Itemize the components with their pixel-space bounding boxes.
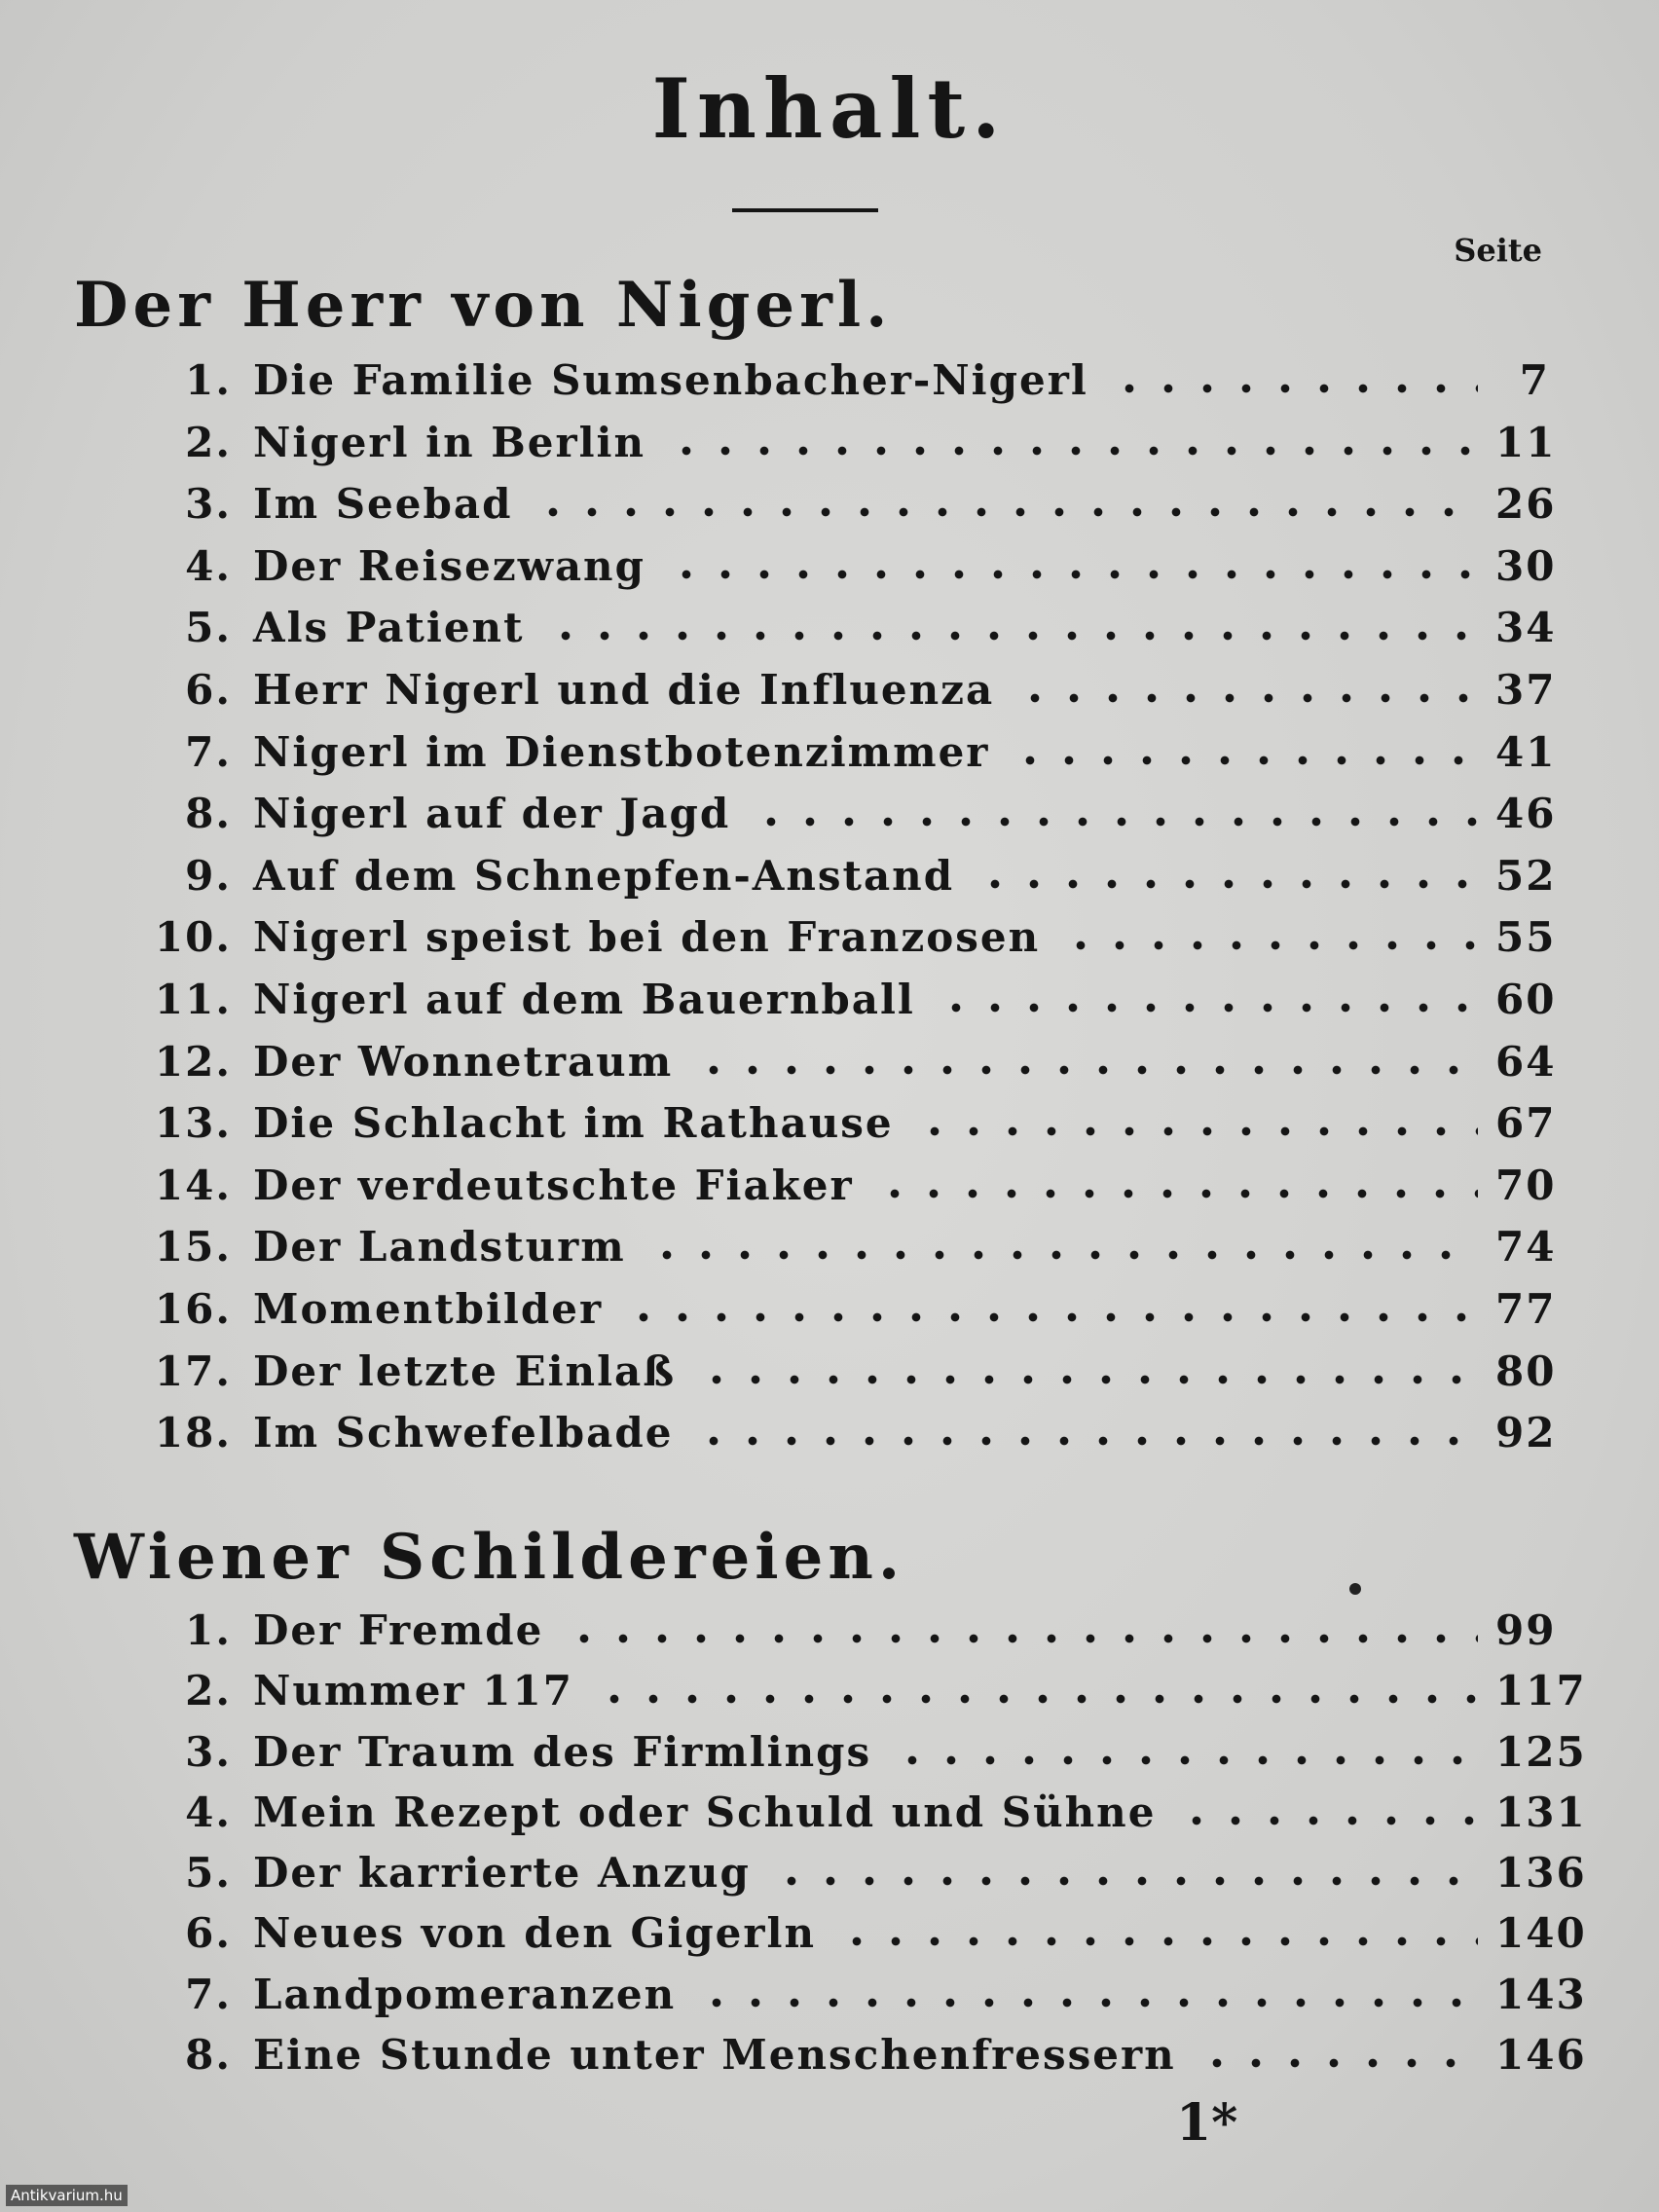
entry-number: 8. [185, 2031, 232, 2080]
entry-page-number: 52 [1495, 851, 1557, 900]
entry-number: 8. [185, 790, 232, 838]
toc-entry [146, 851, 1557, 914]
section-heading-wiener-schildereien: Wiener Schildereien. [74, 1521, 905, 1594]
toc-entry [146, 1284, 1557, 1347]
toc-entry [146, 1223, 1557, 1285]
watermark-label: Antikvarium.hu [6, 2185, 128, 2206]
entry-title: Nigerl im Dienstbotenzimmer [253, 727, 990, 776]
entry-page-number: 77 [1495, 1284, 1557, 1333]
toc-entry [146, 541, 1557, 605]
entry-title: Neues von den Gigerln [253, 1909, 816, 1958]
entry-page-number: 125 [1495, 1727, 1587, 1776]
entry-page-number: 11 [1495, 418, 1557, 466]
entry-page-number: 99 [1495, 1606, 1557, 1654]
entry-title: Nigerl speist bei den Franzosen [253, 913, 1041, 962]
entry-number: 3. [185, 480, 232, 529]
entry-title: Der Traum des Firmlings [253, 1727, 872, 1776]
dot-leader [976, 878, 1478, 890]
dot-leader [837, 1936, 1478, 1947]
dot-leader [772, 1875, 1478, 1887]
dot-leader [875, 1188, 1478, 1199]
entry-title: Nigerl auf dem Bauernball [253, 975, 915, 1023]
section-heading-herr-von-nigerl: Der Herr von Nigerl. [74, 269, 893, 342]
entry-number: 11. [154, 975, 232, 1023]
entry-number: 12. [154, 1037, 232, 1086]
entry-page-number: 70 [1495, 1161, 1557, 1209]
entry-page-number: 117 [1495, 1667, 1587, 1715]
entry-title: Die Schlacht im Rathause [253, 1099, 894, 1148]
entry-number: 1. [185, 356, 232, 404]
dot-leader [667, 569, 1478, 580]
dot-leader [546, 630, 1479, 642]
entry-number: 16. [154, 1284, 232, 1333]
entry-title: Im Seebad [253, 480, 513, 529]
toc-entry [146, 418, 1557, 481]
entry-number: 5. [185, 1849, 232, 1898]
dot-leader [1198, 2057, 1478, 2069]
entry-page-number: 30 [1495, 541, 1557, 590]
toc-entry [146, 1606, 1557, 1667]
entry-title: Nigerl in Berlin [253, 418, 646, 466]
entry-page-number: 136 [1495, 1849, 1587, 1898]
dot-leader [697, 1997, 1478, 2009]
entry-number: 1. [185, 1606, 232, 1654]
entry-title: Eine Stunde unter Menschenfressern [253, 2031, 1176, 2080]
dot-leader [937, 1002, 1478, 1014]
dot-leader [667, 445, 1478, 457]
entry-page-number: 26 [1495, 480, 1557, 529]
toc-entry [146, 665, 1557, 728]
toc-list-wiener-schildereien [146, 1606, 1587, 2091]
entry-page-number: 60 [1495, 975, 1557, 1023]
entry-page-number: 146 [1495, 2031, 1587, 2080]
entry-title: Der karrierte Anzug [253, 1849, 751, 1898]
toc-entry [146, 1161, 1557, 1224]
entry-title: Der letzte Einlaß [253, 1346, 677, 1395]
entry-title: Der Reisezwang [253, 541, 645, 590]
toc-entry [146, 480, 1557, 542]
entry-page-number: 46 [1495, 790, 1557, 838]
dot-leader [893, 1754, 1478, 1766]
dot-leader [1110, 383, 1478, 394]
toc-entry [146, 356, 1550, 419]
toc-entry [146, 975, 1557, 1038]
entry-number: 6. [185, 665, 232, 714]
entry-title: Herr Nigerl und die Influenza [253, 665, 995, 714]
entry-page-number: 7 [1519, 356, 1550, 404]
entry-title: Mein Rezept oder Schuld und Sühne [253, 1788, 1157, 1836]
entry-page-number: 64 [1495, 1037, 1557, 1086]
entry-number: 9. [185, 851, 232, 900]
toc-entry [146, 1346, 1557, 1410]
dot-leader [647, 1249, 1478, 1261]
entry-number: 6. [185, 1909, 232, 1958]
toc-entry [146, 1970, 1587, 2031]
dot-leader [595, 1693, 1478, 1705]
entry-number: 4. [185, 541, 232, 590]
printer-signature-mark: 1* [1176, 2093, 1238, 2153]
toc-entry [146, 1667, 1587, 1727]
dot-leader [624, 1311, 1478, 1323]
dot-leader [1015, 692, 1478, 704]
entry-page-number: 37 [1495, 665, 1557, 714]
dot-leader [565, 1633, 1478, 1644]
toc-entry [146, 1037, 1557, 1100]
entry-title: Als Patient [253, 604, 525, 652]
dot-leader [694, 1064, 1478, 1076]
entry-page-number: 67 [1495, 1099, 1557, 1148]
entry-title: Nummer 117 [253, 1667, 573, 1715]
toc-entry [146, 727, 1557, 791]
entry-page-number: 140 [1495, 1909, 1587, 1958]
entry-page-number: 131 [1495, 1788, 1587, 1836]
toc-entry [146, 1909, 1587, 1970]
page-column-header: Seite [1454, 232, 1542, 269]
entry-number: 13. [154, 1099, 232, 1148]
entry-number: 17. [154, 1346, 232, 1395]
toc-entry [146, 913, 1557, 976]
dot-leader [534, 506, 1478, 518]
ink-speck [1349, 1583, 1361, 1595]
entry-title: Der Wonnetraum [253, 1037, 674, 1086]
entry-title: Der Fremde [253, 1606, 544, 1654]
entry-page-number: 34 [1495, 604, 1557, 652]
dot-leader [1061, 940, 1478, 951]
toc-entry [146, 1727, 1587, 1788]
entry-page-number: 74 [1495, 1223, 1557, 1272]
dot-leader [1177, 1815, 1478, 1826]
entry-number: 2. [185, 418, 232, 466]
dot-leader [694, 1435, 1478, 1447]
entry-title: Landpomeranzen [253, 1970, 677, 2018]
entry-page-number: 92 [1495, 1409, 1557, 1457]
dot-leader [915, 1125, 1478, 1137]
entry-title: Im Schwefelbade [253, 1409, 674, 1457]
entry-title: Nigerl auf der Jagd [253, 790, 731, 838]
toc-entry [146, 1788, 1587, 1849]
entry-number: 7. [185, 1970, 232, 2018]
entry-number: 4. [185, 1788, 232, 1836]
toc-entry [146, 604, 1557, 666]
entry-page-number: 55 [1495, 913, 1557, 962]
dot-leader [1011, 755, 1478, 766]
dot-leader [752, 816, 1478, 828]
entry-number: 7. [185, 727, 232, 776]
entry-page-number: 41 [1495, 727, 1557, 776]
entry-title: Auf dem Schnepfen-Anstand [253, 851, 955, 900]
toc-entry [146, 1409, 1557, 1471]
entry-title: Momentbilder [253, 1284, 604, 1333]
dot-leader [697, 1374, 1478, 1385]
toc-list-herr-von-nigerl [146, 356, 1557, 1471]
toc-entry [146, 1849, 1587, 1909]
entry-page-number: 80 [1495, 1346, 1557, 1395]
entry-number: 15. [154, 1223, 232, 1272]
entry-number: 2. [185, 1667, 232, 1715]
page-title: Inhalt. [651, 60, 1008, 157]
toc-entry [146, 1099, 1557, 1161]
toc-entry [146, 790, 1557, 852]
entry-number: 5. [185, 604, 232, 652]
entry-title: Der verdeutschte Fiaker [253, 1161, 854, 1209]
entry-title: Der Landsturm [253, 1223, 626, 1272]
toc-entry [146, 2031, 1587, 2091]
entry-number: 10. [154, 913, 232, 962]
entry-title: Die Familie Sumsenbacher-Nigerl [253, 356, 1088, 404]
entry-number: 3. [185, 1727, 232, 1776]
entry-number: 18. [154, 1409, 232, 1457]
entry-page-number: 143 [1495, 1970, 1587, 2018]
title-divider [732, 208, 878, 212]
entry-number: 14. [154, 1161, 232, 1209]
